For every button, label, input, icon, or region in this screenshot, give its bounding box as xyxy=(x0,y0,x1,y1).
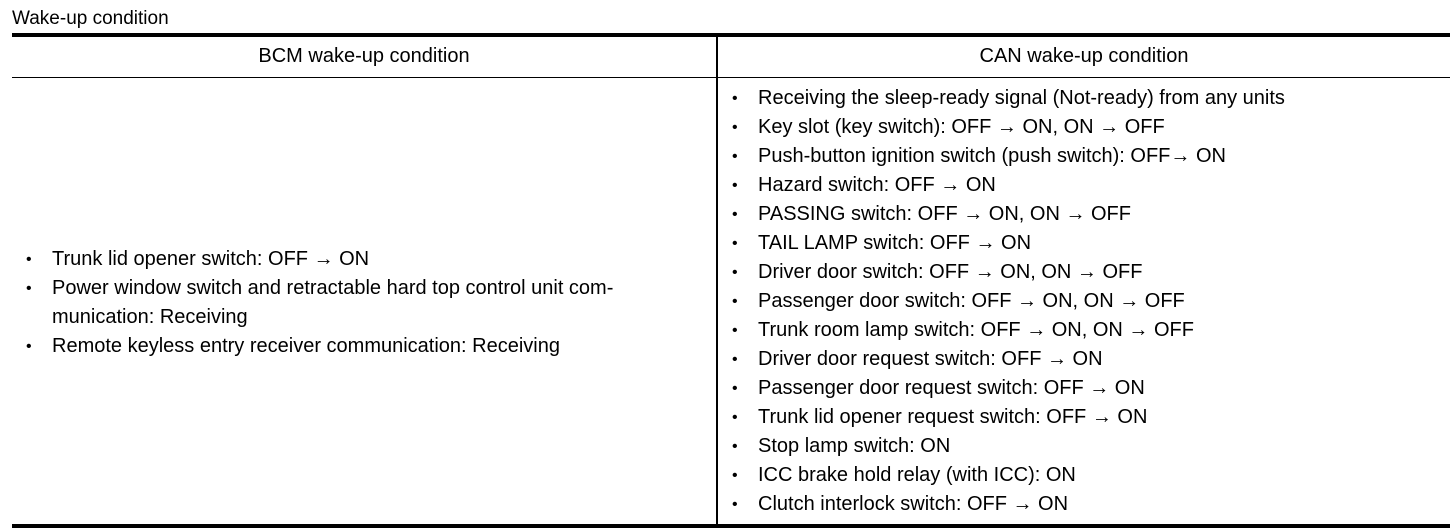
bcm-column-header: BCM wake-up condition xyxy=(258,45,470,67)
list-item: • Remote keyless entry receiver communication: Receiving xyxy=(12,332,712,361)
list-item: • Passenger door request switch: OFF → ON xyxy=(718,374,1448,403)
list-item: • Trunk room lamp switch: OFF → ON, ON → OFF xyxy=(718,316,1448,345)
table-caption: Wake-up condition xyxy=(12,8,169,29)
list-item: • Passenger door switch: OFF → ON, ON → OFF xyxy=(718,287,1448,316)
can-conditions-cell xyxy=(718,78,1450,528)
table-header-row xyxy=(12,37,1450,78)
list-item: • Power window switch and retractable hard top control unit com-munication: Receiving xyxy=(12,274,712,332)
wake-up-condition-table xyxy=(12,33,1450,528)
list-item: • Stop lamp switch: ON xyxy=(718,432,1448,461)
list-item: • PASSING switch: OFF → ON, ON → OFF xyxy=(718,200,1448,229)
list-item: • Driver door request switch: OFF → ON xyxy=(718,345,1448,374)
bcm-conditions-cell xyxy=(12,78,716,528)
list-item: • Driver door switch: OFF → ON, ON → OFF xyxy=(718,258,1448,287)
can-column-header: CAN wake-up condition xyxy=(979,45,1189,67)
list-item: • Clutch interlock switch: OFF → ON xyxy=(718,490,1448,519)
list-item: • Trunk lid opener request switch: OFF → ON xyxy=(718,403,1448,432)
list-item: • Key slot (key switch): OFF → ON, ON → OFF xyxy=(718,113,1448,142)
bcm-conditions-list xyxy=(12,245,712,361)
list-item: • TAIL LAMP switch: OFF → ON xyxy=(718,229,1448,258)
list-item: • ICC brake hold relay (with ICC): ON xyxy=(718,461,1448,490)
list-item: • Trunk lid opener switch: OFF → ON xyxy=(12,245,712,274)
list-item: • Receiving the sleep-ready signal (Not-ready) from any units xyxy=(718,84,1448,113)
list-item: • Push-button ignition switch (push switch): OFF→ ON xyxy=(718,142,1448,171)
list-item: • Hazard switch: OFF → ON xyxy=(718,171,1448,200)
can-conditions-list xyxy=(718,84,1448,519)
